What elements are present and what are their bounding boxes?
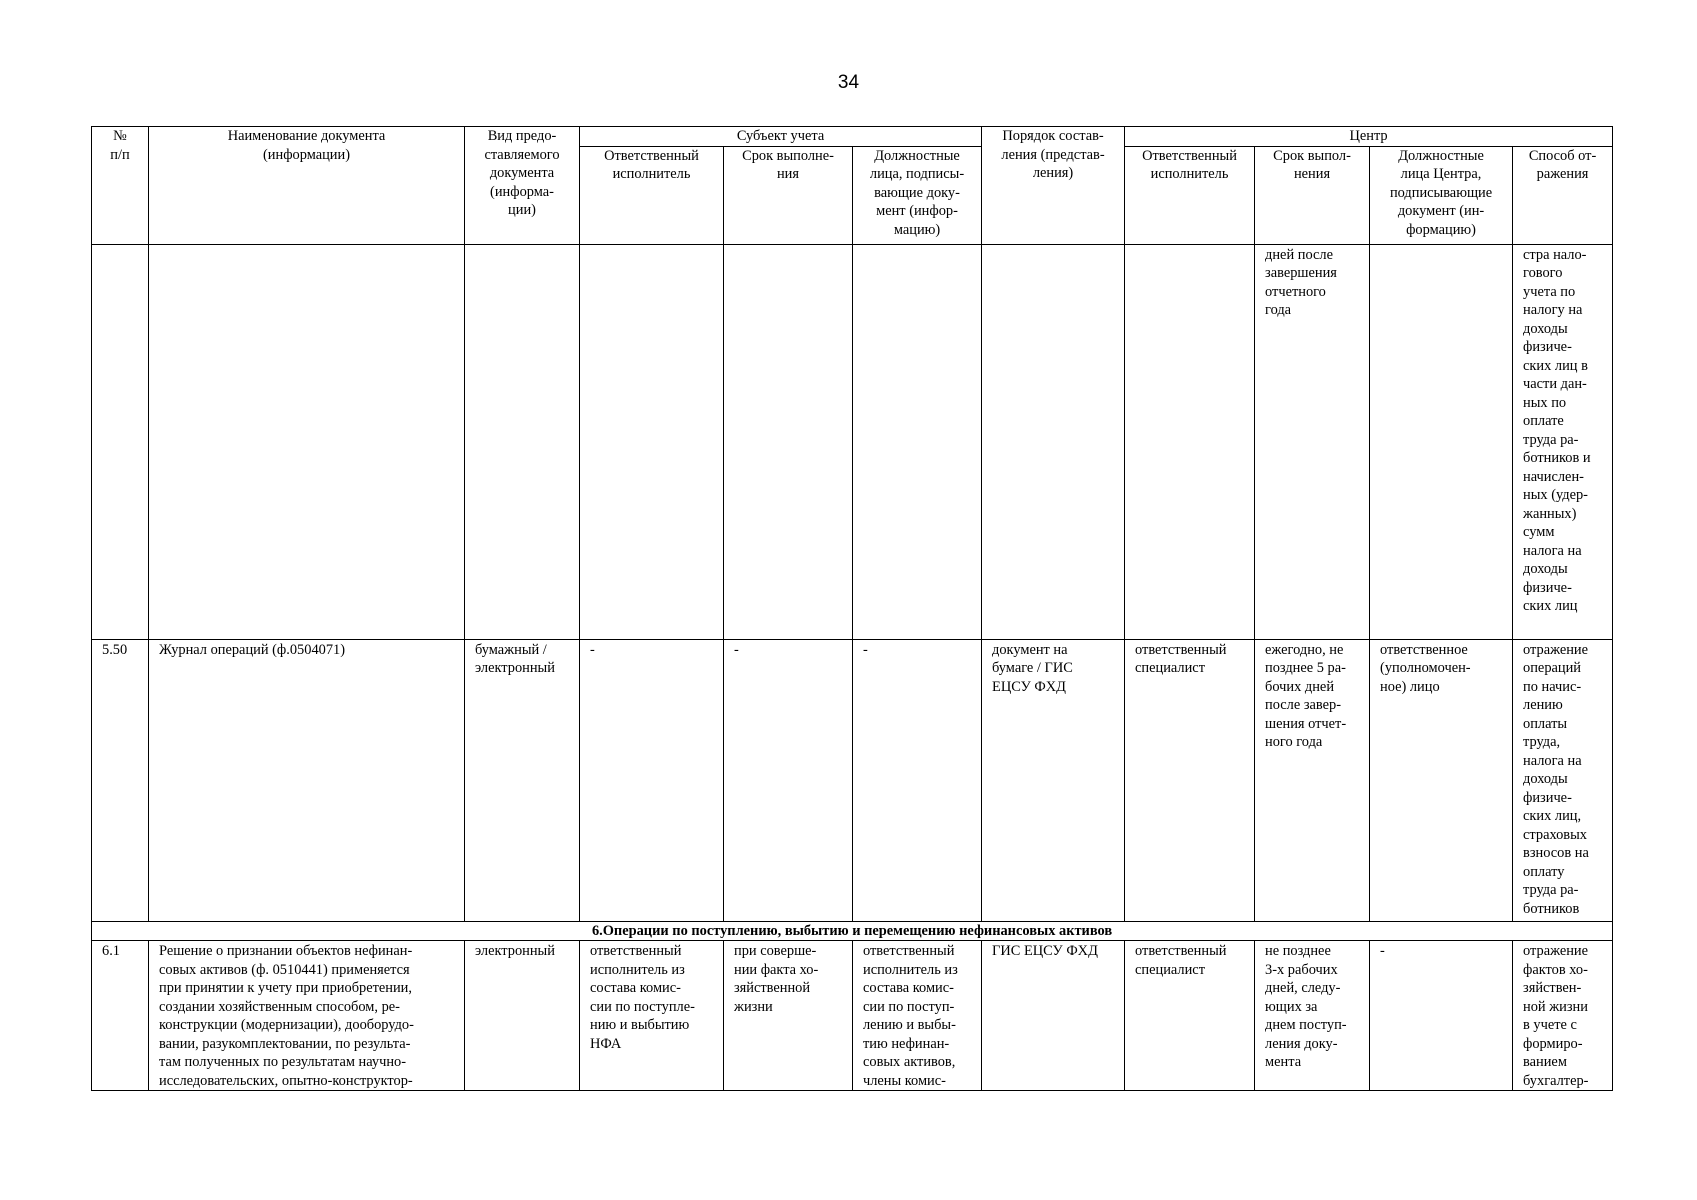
cell-number: 5.50	[92, 639, 149, 921]
cell-center-method: отражение фактов хо- зяйствен- ной жизни в учете с формиро- ванием бухгалтер-	[1513, 941, 1613, 1091]
cell-procedure: ГИС ЕЦСУ ФХД	[982, 941, 1125, 1091]
cell-center-responsible	[1125, 244, 1255, 639]
cell-subject-officials: -	[853, 639, 982, 921]
table-row	[92, 639, 1613, 921]
cell-subject-officials	[853, 244, 982, 639]
cell-subject-officials: ответственный исполнитель из состава комис- сии по поступ- лению и выбы- тию нефинан- совых активов, члены комис-	[853, 941, 982, 1091]
header-document-kind: Вид предо- ставляемого документа (информа- ции)	[465, 127, 580, 245]
cell-center-deadline: ежегодно, не позднее 5 ра- бочих дней после завер- шения отчет- ного года	[1255, 639, 1370, 921]
document-table	[91, 126, 1613, 1091]
cell-center-officials	[1370, 244, 1513, 639]
cell-center-responsible: ответственный специалист	[1125, 639, 1255, 921]
cell-center-officials: -	[1370, 941, 1513, 1091]
header-subject-deadline: Срок выполне- ния	[724, 146, 853, 244]
header-subject-officials: Должностные лица, подписы- вающие доку- мент (инфор- мацию)	[853, 146, 982, 244]
cell-procedure	[982, 244, 1125, 639]
cell-document-kind: электронный	[465, 941, 580, 1091]
cell-document-name	[149, 244, 465, 639]
cell-document-kind: бумажный / электронный	[465, 639, 580, 921]
header-center-responsible: Ответственный исполнитель	[1125, 146, 1255, 244]
section-heading: 6.Операции по поступлению, выбытию и перемещению нефинансовых активов	[92, 921, 1613, 941]
cell-center-method: стра нало- гового учета по налогу на доходы физиче- ских лиц в части дан- ных по оплате труда ра- ботников и начислен- ных (удер- жанных) сумм налога на доходы физиче- ских лиц	[1513, 244, 1613, 639]
cell-document-name: Решение о признании объектов нефинан- совых активов (ф. 0510441) применяется при принятии к учету при приобретении, создании хозяйственным способом, ре- конструкции (модернизации), дооборудо- вании, разукомплектовании, по результа- там полученных по результатам научно- исследовательских, опытно-конструктор-	[149, 941, 465, 1091]
header-center-method: Способ от- ражения	[1513, 146, 1613, 244]
cell-document-kind	[465, 244, 580, 639]
header-procedure: Порядок состав- ления (представ- ления)	[982, 127, 1125, 245]
cell-subject-responsible: ответственный исполнитель из состава комис- сии по поступле- нию и выбытию НФА	[580, 941, 724, 1091]
cell-number	[92, 244, 149, 639]
cell-document-name: Журнал операций (ф.0504071)	[149, 639, 465, 921]
header-center-group: Центр	[1125, 127, 1613, 147]
cell-center-method: отражение операций по начис- лению оплаты труда, налога на доходы физиче- ских лиц, страховых взносов на оплату труда ра- ботников	[1513, 639, 1613, 921]
cell-center-officials: ответственное (уполномочен- ное) лицо	[1370, 639, 1513, 921]
cell-center-deadline: не позднее 3-х рабочих дней, следу- ющих за днем поступ- ления доку- мента	[1255, 941, 1370, 1091]
table-row	[92, 244, 1613, 639]
cell-subject-deadline	[724, 244, 853, 639]
cell-number: 6.1	[92, 941, 149, 1091]
cell-subject-responsible: -	[580, 639, 724, 921]
header-center-deadline: Срок выпол- нения	[1255, 146, 1370, 244]
cell-center-responsible: ответственный специалист	[1125, 941, 1255, 1091]
table-row	[92, 941, 1613, 1091]
section-heading-row	[92, 921, 1613, 941]
page-number: 34	[837, 72, 860, 93]
cell-center-deadline: дней после завершения отчетного года	[1255, 244, 1370, 639]
header-center-officials: Должностные лица Центра, подписывающие документ (ин- формацию)	[1370, 146, 1513, 244]
header-document-name: Наименование документа (информации)	[149, 127, 465, 245]
cell-subject-deadline: -	[724, 639, 853, 921]
header-subject-responsible: Ответственный исполнитель	[580, 146, 724, 244]
header-number: № п/п	[92, 127, 149, 245]
cell-subject-responsible	[580, 244, 724, 639]
cell-subject-deadline: при соверше- нии факта хо- зяйственной жизни	[724, 941, 853, 1091]
cell-procedure: документ на бумаге / ГИС ЕЦСУ ФХД	[982, 639, 1125, 921]
header-subject-group: Субъект учета	[580, 127, 982, 147]
